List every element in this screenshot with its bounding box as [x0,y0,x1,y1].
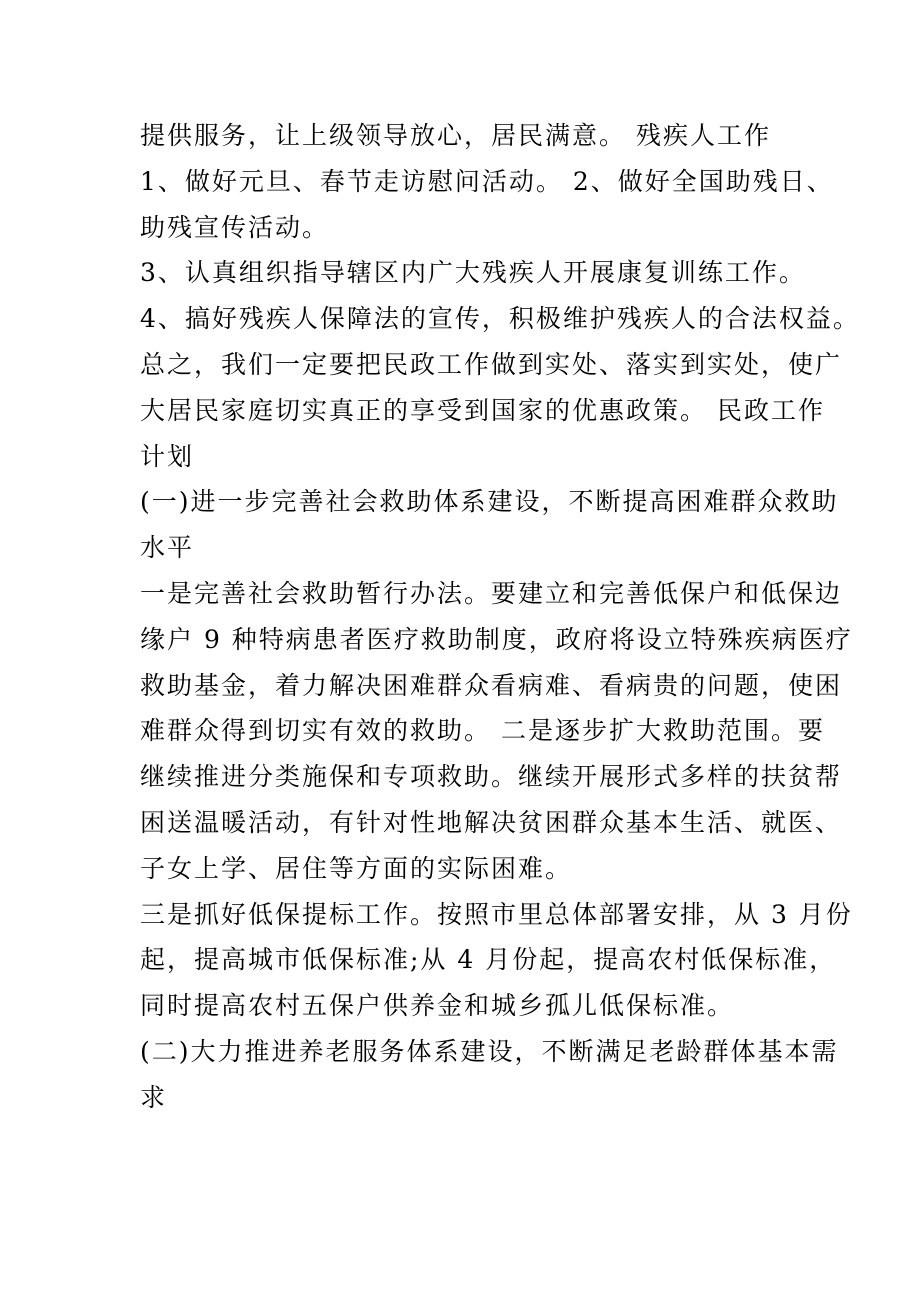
section-heading-line: 水平 [140,533,195,563]
document-body [140,113,860,1121]
text-line: 大居民家庭切实真正的享受到国家的优惠政策。 民政工作 [140,395,825,425]
text-line: 救助基金，着力解决困难群众看病难、看病贵的问题，使困 [140,670,843,700]
text-line: 一是完善社会救助暂行办法。要建立和完善低保户和低保边 [140,578,843,608]
text-line: 3、认真组织指导辖区内广大残疾人开展康复训练工作。 [140,258,806,288]
text-line: 同时提高农村五保户供养金和城乡孤儿低保标准。 [140,991,735,1021]
section-heading-line: 求 [140,1082,168,1112]
text-line: 计划 [140,441,195,471]
section-heading-line: (二)大力推进养老服务体系建设，不断满足老龄群体基本需 [140,1036,839,1066]
section-heading-line: (一)进一步完善社会救助体系建设，不断提高困难群众救助 [140,487,839,517]
text-line: 继续推进分类施保和专项救助。继续开展形式多样的扶贫帮 [140,762,843,792]
text-line: 子女上学、居住等方面的实际困难。 [140,853,573,883]
text-line: 提供服务，让上级领导放心，居民满意。 残疾人工作 [140,121,771,150]
text-line: 困送温暖活动，有针对性地解决贫困群众基本生活、就医、 [140,807,843,837]
text-line: 难群众得到切实有效的救助。 二是逐步扩大救助范围。要 [140,716,825,746]
text-line: 缘户 9 种特病患者医疗救助制度，政府将设立特殊疾病医疗 [140,624,853,654]
text-line: 三是抓好低保提标工作。按照市里总体部署安排，从 3 月份 [140,899,853,929]
text-line: 4、搞好残疾人保障法的宣传，积极维护残疾人的合法权益。 [140,304,860,334]
text-line: 起，提高城市低保标准;从 4 月份起，提高农村低保标准， [140,945,837,975]
text-line: 助残宣传活动。 [140,212,330,242]
text-line: 总之，我们一定要把民政工作做到实处、落实到实处，使广 [140,349,843,379]
text-line: 1、做好元旦、春节走访慰问活动。 2、做好全国助残日、 [140,166,834,196]
